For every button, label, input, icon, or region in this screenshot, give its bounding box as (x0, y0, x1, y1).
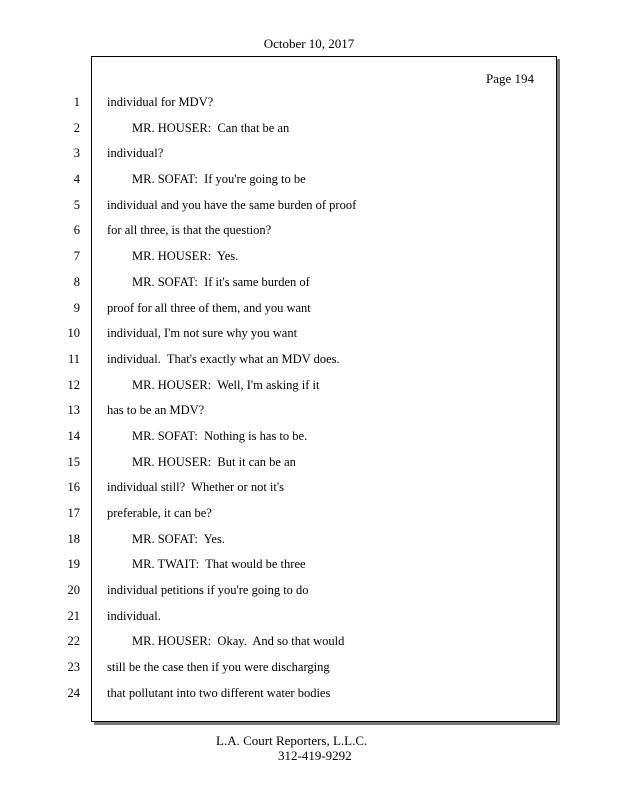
court-reporter-company: L.A. Court Reporters, L.L.C. (216, 733, 368, 748)
line-number: 19 (67, 557, 80, 572)
line-number: 8 (73, 274, 80, 289)
transcript-line (0, 475, 618, 501)
line-text: MR. HOUSER: Can that be an (107, 120, 290, 135)
page-number: Page 194 (485, 71, 534, 86)
transcript-line (0, 552, 618, 578)
line-text: MR. HOUSER: Well, I'm asking if it (107, 377, 320, 392)
line-text: MR. HOUSER: But it can be an (107, 454, 296, 469)
line-number: 5 (73, 197, 80, 212)
transcript-line (0, 424, 618, 450)
line-number: 10 (67, 326, 80, 341)
court-reporter-phone: 312-419-9292 (278, 748, 352, 763)
transcript-line (0, 501, 618, 527)
line-number: 22 (67, 634, 80, 649)
line-number: 24 (67, 685, 80, 700)
line-text: MR. SOFAT: If you're going to be (107, 172, 306, 187)
line-text: preferable, it can be? (107, 506, 212, 520)
line-number: 3 (73, 146, 80, 161)
transcript-line (0, 373, 618, 399)
transcript-line (0, 321, 618, 347)
transcript-line (0, 398, 618, 424)
line-number: 15 (67, 454, 80, 469)
line-number: 9 (73, 300, 80, 315)
line-number: 20 (67, 583, 80, 598)
line-number: 6 (73, 223, 80, 238)
line-text: individual for MDV? (107, 95, 214, 109)
line-text: MR. HOUSER: Okay. And so that would (107, 634, 345, 649)
line-number: 13 (67, 403, 80, 418)
line-text: individual, I'm not sure why you want (107, 326, 298, 341)
line-number: 2 (73, 120, 80, 135)
line-number: 18 (67, 531, 80, 546)
line-text: individual. (107, 608, 161, 623)
line-text: individual and you have the same burden of proof (107, 197, 357, 212)
line-number: 21 (67, 608, 80, 623)
line-text: has to be an MDV? (107, 403, 205, 418)
line-number: 14 (67, 428, 80, 443)
line-number: 4 (73, 172, 80, 187)
line-number: 17 (67, 506, 80, 520)
transcript-line (0, 244, 618, 270)
transcript-line (0, 193, 618, 219)
line-number: 16 (67, 480, 80, 495)
transcript-line (0, 296, 618, 322)
line-text: proof for all three of them, and you want (107, 300, 311, 315)
transcript-line (0, 629, 618, 655)
transcript-line (0, 141, 618, 167)
transcript-line (0, 347, 618, 373)
transcript-line (0, 218, 618, 244)
transcript-line (0, 527, 618, 553)
line-text: still be the case then if you were discharging (107, 660, 330, 675)
transcript-line (0, 167, 618, 193)
line-text: for all three, is that the question? (107, 223, 272, 238)
transcript-line (0, 681, 618, 707)
line-text: MR. TWAIT: That would be three (107, 557, 306, 572)
line-text: individual still? Whether or not it's (107, 480, 284, 495)
transcript-lines (0, 90, 618, 707)
transcript-line (0, 450, 618, 476)
line-text: MR. HOUSER: Yes. (107, 249, 239, 264)
transcript-line (0, 604, 618, 630)
transcript-line (0, 116, 618, 142)
transcript-line (0, 578, 618, 604)
transcript-line (0, 655, 618, 681)
transcript-line (0, 90, 618, 116)
line-number: 23 (67, 660, 80, 675)
line-text: individual petitions if you're going to do (107, 583, 309, 598)
line-number: 11 (67, 351, 80, 366)
line-text: MR. SOFAT: Nothing is has to be. (107, 428, 308, 443)
line-text: individual. That's exactly what an MDV does. (107, 351, 340, 366)
transcript-line (0, 270, 618, 296)
line-text: MR. SOFAT: If it's same burden of (107, 274, 310, 289)
line-number: 12 (67, 377, 80, 392)
transcript-date: October 10, 2017 (263, 36, 355, 51)
line-text: MR. SOFAT: Yes. (107, 531, 225, 546)
line-text: that pollutant into two different water bodies (107, 685, 331, 700)
line-text: individual? (107, 146, 164, 161)
line-number: 1 (73, 95, 80, 109)
line-number: 7 (73, 249, 80, 264)
